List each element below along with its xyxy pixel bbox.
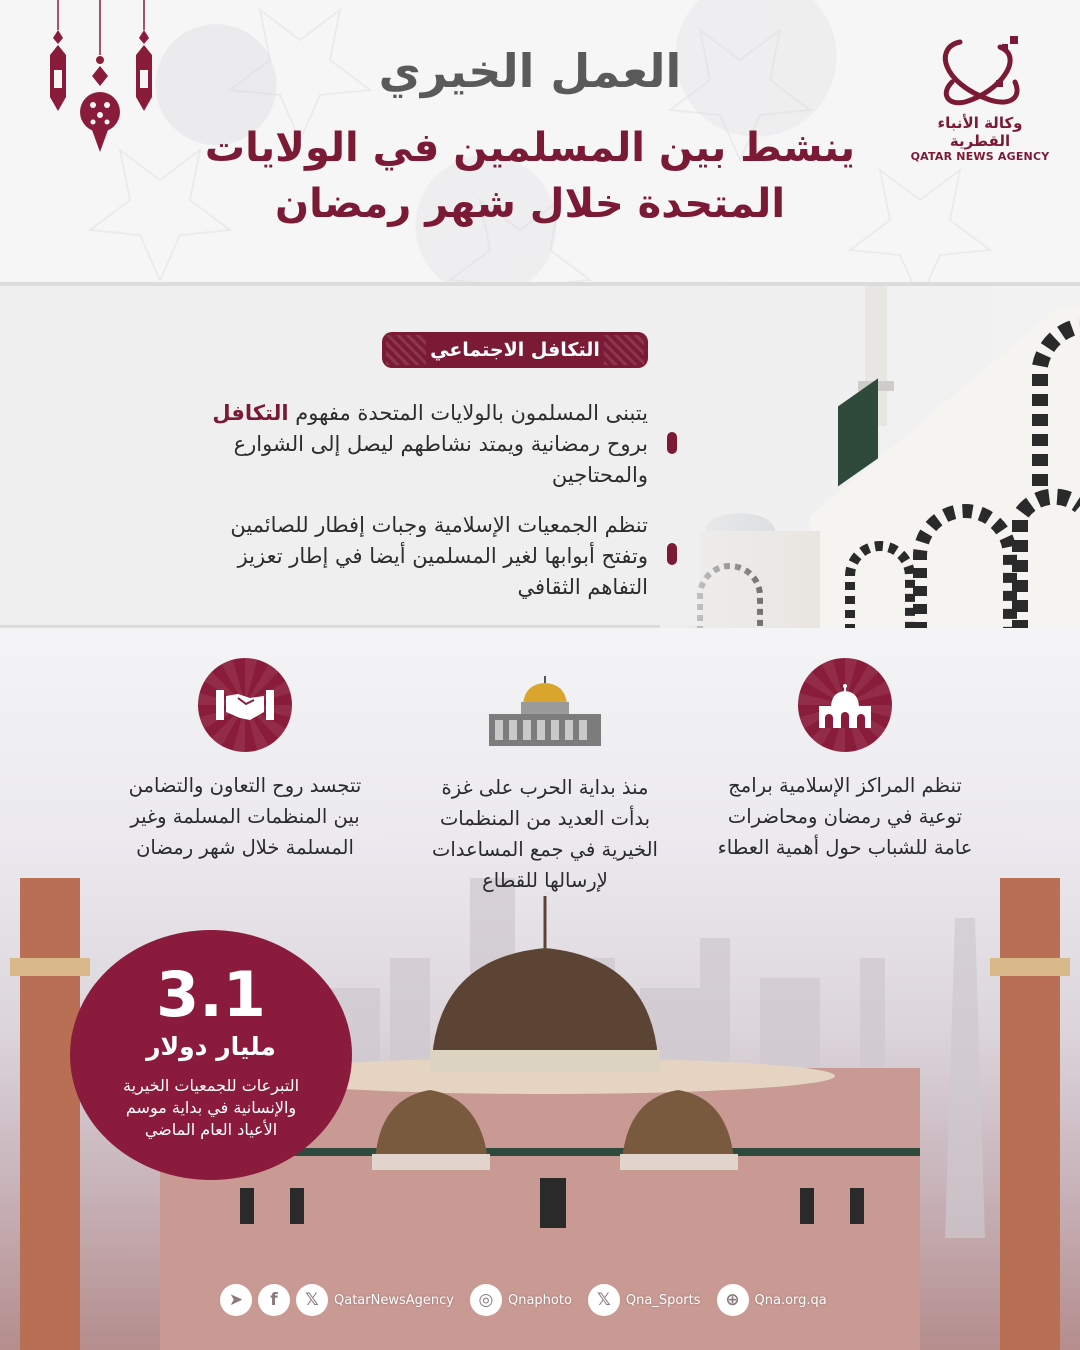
section-pill-social-solidarity: التكافل الاجتماعي: [382, 332, 648, 368]
bullet-1-line-3: والمحتاجين: [551, 463, 648, 487]
mosque-arches-image: [660, 286, 1080, 632]
bullet-marker: [667, 432, 677, 454]
social-handle-qnaphoto[interactable]: Qnaphoto: [507, 1292, 572, 1308]
bullet-2-line-3: التفاهم الثقافي: [517, 575, 648, 599]
bullet-1-line-1: يتبنى المسلمون بالولايات المتحدة مفهوم التكافل: [212, 401, 648, 425]
page-title: العمل الخيري: [378, 44, 682, 98]
handshake-icon: [198, 658, 292, 752]
stat-description: التبرعات للجمعيات الخيرية والإنسانية في بداية موسم الأعياد العام الماضي: [122, 1076, 300, 1139]
donation-stat-badge: [70, 930, 352, 1180]
social-handle-qatarnewsagency[interactable]: QatarNewsAgency: [334, 1292, 454, 1308]
dome-of-the-rock-icon: [485, 676, 605, 748]
stat-value: 3.1: [156, 958, 266, 1031]
bullet-item-1: [88, 398, 648, 491]
x-icon[interactable]: 𝕏: [296, 1284, 328, 1316]
page-subtitle: [200, 120, 860, 232]
x-icon[interactable]: 𝕏: [588, 1284, 620, 1316]
feature-text: تتجسد روح التعاون والتضامن بين المنظمات المسلمة وغير المسلمة خلال شهر رمضان: [128, 774, 362, 859]
feature-card-cooperation: [105, 658, 385, 863]
social-links-bar: [220, 1282, 870, 1318]
facebook-icon[interactable]: f: [258, 1284, 290, 1316]
feature-card-gaza-aid: [405, 676, 685, 896]
logo-text-arabic: وكالة الأنباء القطرية: [937, 114, 1023, 150]
ramadan-lanterns-decoration: [30, 0, 170, 155]
bullet-marker: [667, 543, 677, 565]
stat-unit: مليار دولار: [146, 1032, 276, 1061]
instagram-icon[interactable]: ◎: [470, 1284, 502, 1316]
website-link[interactable]: Qna.org.qa: [754, 1292, 827, 1308]
header: [0, 0, 1080, 282]
social-handle-qna-sports[interactable]: Qna_Sports: [625, 1292, 701, 1308]
bullet-2-line-2: وتفتح أبوابها لغير المسلمين أيضا في إطار تعزيز: [237, 544, 648, 568]
logo-text-english: QATAR NEWS AGENCY: [910, 150, 1050, 163]
globe-icon[interactable]: ⊕: [717, 1284, 749, 1316]
highlight-word: التكافل: [212, 401, 289, 425]
subtitle-line-1: ينشط بين المسلمين في الولايات: [204, 125, 856, 171]
qna-logo: [905, 32, 1055, 163]
bullet-1-line-2: بروح رمضانية ويمتد نشاطهم ليصل إلى الشوارع: [233, 432, 648, 456]
feature-card-islamic-centers: [705, 658, 985, 863]
feature-text: تنظم المراكز الإسلامية برامج توعية في رمضان ومحاضرات عامة للشباب حول أهمية العطاء: [717, 774, 973, 859]
social-solidarity-section: [0, 282, 1080, 628]
subtitle-line-2: المتحدة خلال شهر رمضان: [274, 181, 786, 227]
bullet-item-2: [88, 510, 648, 603]
feature-text: منذ بداية الحرب على غزة بدأت العديد من المنظمات الخيرية في جمع المساعدات لإرسالها للقطاع: [432, 776, 658, 892]
telegram-icon[interactable]: ➤: [220, 1284, 252, 1316]
qna-orbit-logo-icon: [930, 32, 1030, 112]
bullet-2-line-1: تنظم الجمعيات الإسلامية وجبات إفطار للصائمين: [230, 513, 648, 537]
mosque-icon: [798, 658, 892, 752]
